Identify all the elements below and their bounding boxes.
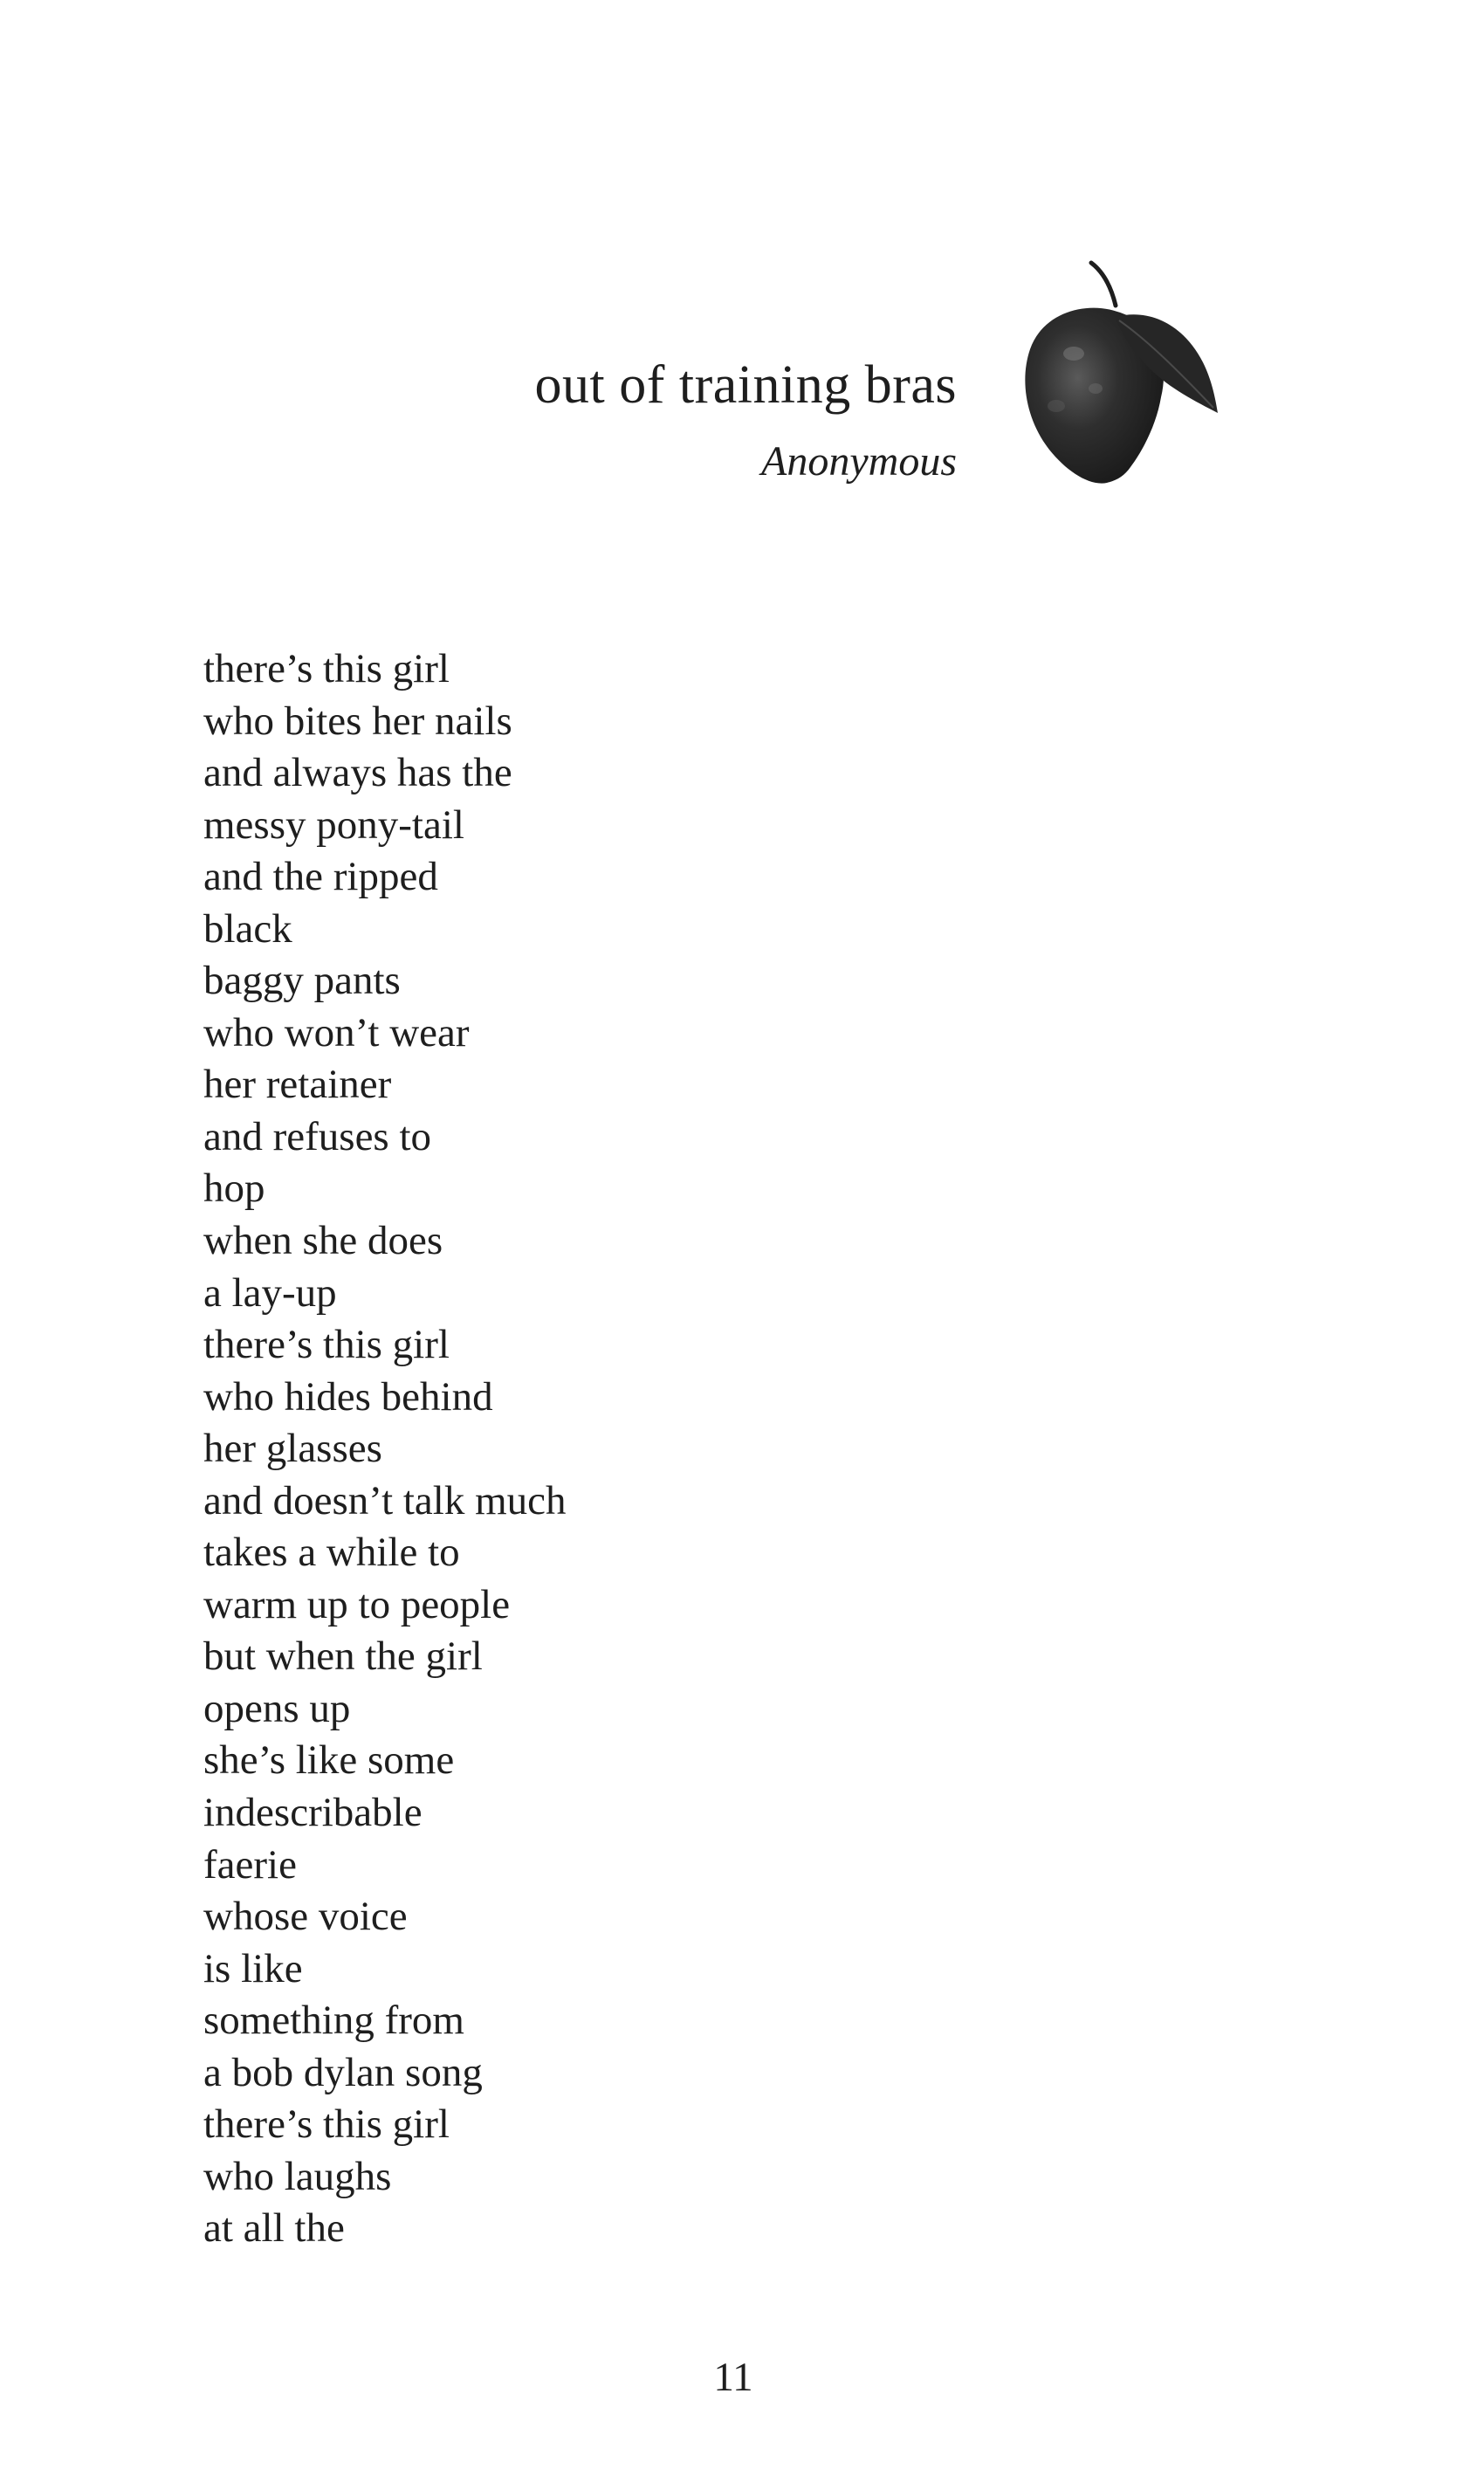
- poem-line: who laughs: [203, 2153, 392, 2199]
- page-number: 11: [713, 2355, 753, 2400]
- apple-icon: [1004, 258, 1248, 502]
- poem-line: a lay-up: [203, 1269, 337, 1316]
- poem-line: baggy pants: [203, 958, 401, 1004]
- poem-line: is like: [203, 1945, 303, 1991]
- poem-line: messy pony-tail: [203, 801, 464, 848]
- poem-line: warm up to people: [203, 1581, 511, 1627]
- poem-line: she’s like some: [203, 1737, 455, 1784]
- poem-line: when she does: [203, 1218, 443, 1264]
- poem-line: and the ripped: [203, 854, 438, 900]
- poem-line: her glasses: [203, 1426, 382, 1472]
- poem-line: but when the girl: [203, 1633, 483, 1680]
- poem-line: whose voice: [203, 1894, 408, 1940]
- poem-line: a bob dylan song: [203, 2049, 483, 2095]
- poem-line: who bites her nails: [203, 698, 512, 744]
- poem-title: out of training bras: [534, 355, 957, 415]
- poem-line: takes a while to: [203, 1530, 460, 1576]
- poem-line: at all the: [203, 2205, 345, 2252]
- poem-body: [203, 643, 567, 2255]
- poem-line: and always has the: [203, 750, 512, 796]
- poem-line: indescribable: [203, 1790, 423, 1836]
- poem-line: opens up: [203, 1685, 351, 1731]
- poem-line: faerie: [203, 1841, 297, 1888]
- poem-line: there’s this girl: [203, 1322, 450, 1368]
- poem-line: her retainer: [203, 1062, 392, 1108]
- poem-author: Anonymous: [761, 438, 957, 485]
- poem-line: there’s this girl: [203, 646, 450, 691]
- poem-line: something from: [203, 1998, 464, 2044]
- poem-line: black: [203, 905, 292, 952]
- poem-line: who won’t wear: [203, 1009, 470, 1056]
- poem-line: and doesn’t talk much: [203, 1477, 567, 1523]
- poem-line: who hides behind: [203, 1373, 493, 1420]
- poem-line: there’s this girl: [203, 2101, 450, 2148]
- poem-line: and refuses to: [203, 1113, 432, 1159]
- poem-line: hop: [203, 1166, 265, 1212]
